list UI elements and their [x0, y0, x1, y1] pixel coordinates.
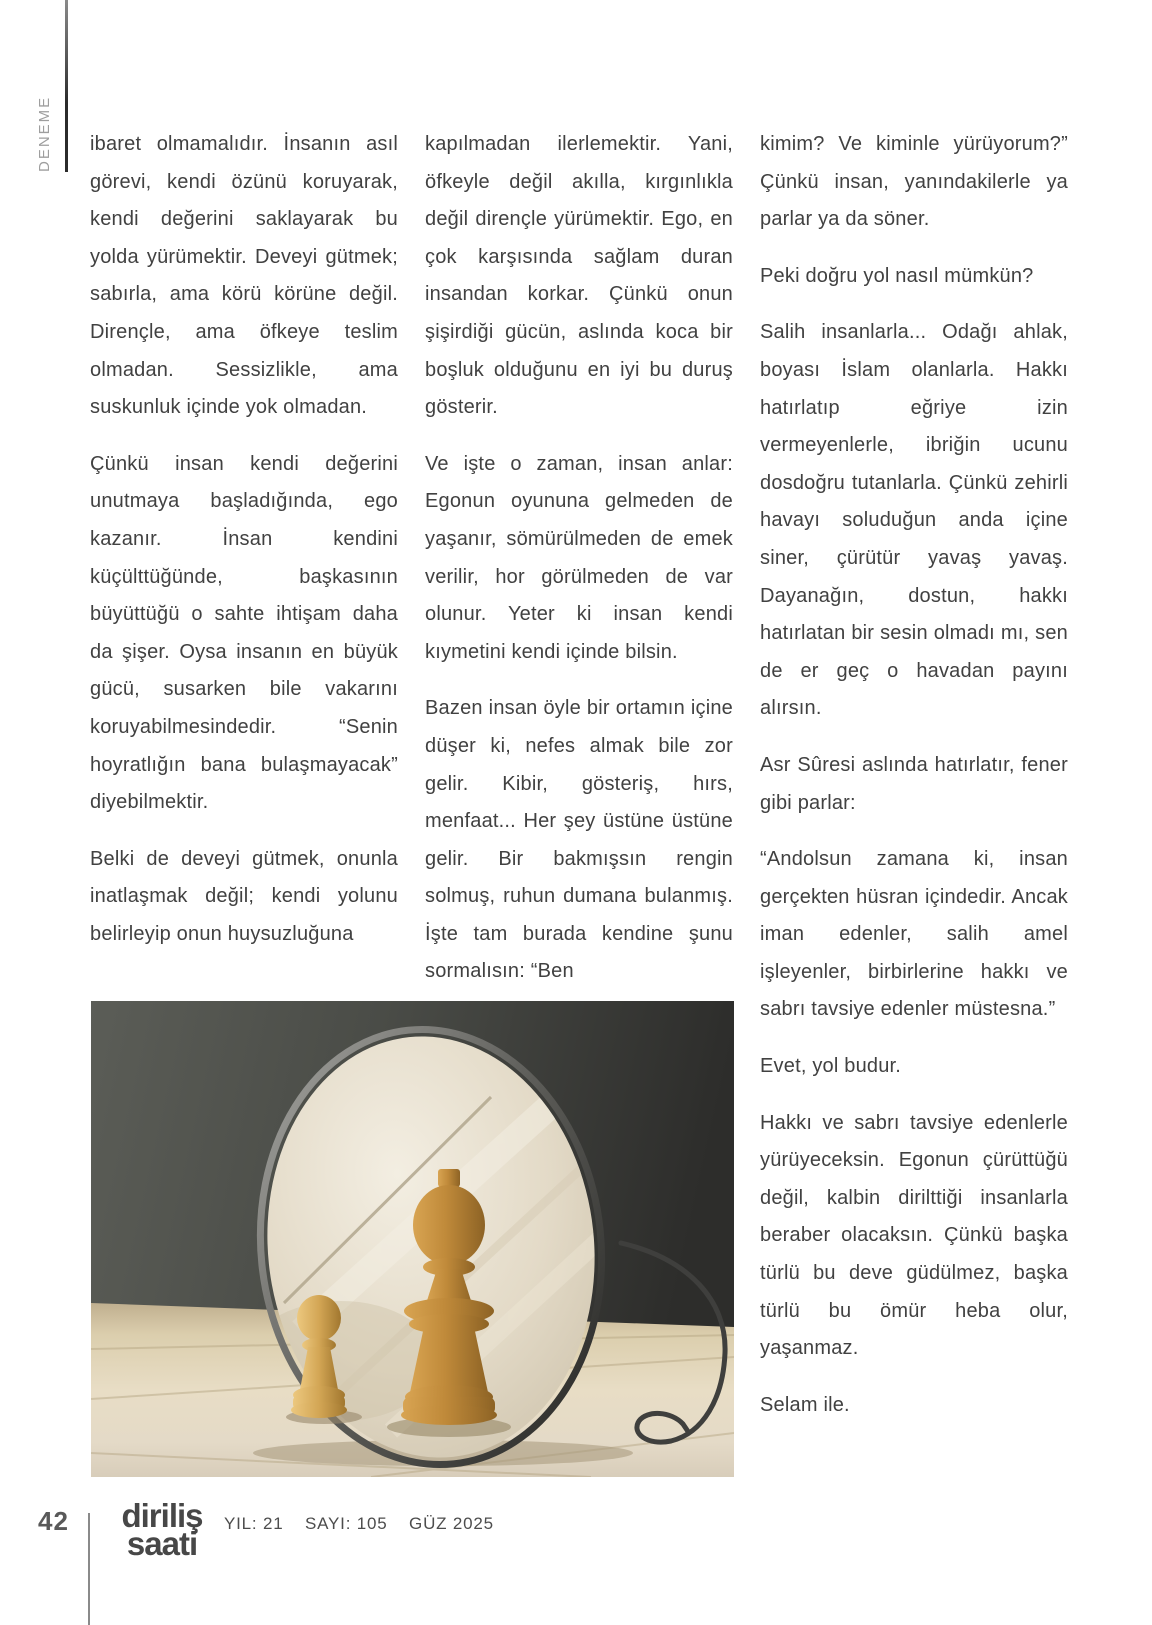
paragraph: kapılmadan ilerlemektir. Yani, öfkeyle değil akılla, kırgınlıkla değil dirençle yürümektir. Ego, en çok karşısında sağlam duran insandan korkar. Çünkü onun şişirdiği gücün, aslında koca bir boşluk olduğunu en iyi bu duruş gösterir. [425, 133, 733, 419]
magazine-logo-line1: diriliş [121, 1497, 203, 1534]
section-rule [65, 0, 68, 172]
page-number: 42 [38, 1506, 69, 1536]
article-column-2 [425, 126, 733, 1010]
section-label: DENEME [36, 95, 53, 172]
magazine-logo-line2: saati [126, 1525, 198, 1562]
paragraph: Selam ile. [760, 1393, 850, 1416]
article-column-3 [760, 126, 1068, 1443]
paragraph: Salih insanlarla... Odağı ahlak, boyası İslam olanlarla. Hakkı hatırlatıp eğriye izin vermeyenlerle, ibriğin ucunu dosdoğru tutanlarla. Çünkü zehirli havayı soluduğun anda içine siner, çürütür yavaş yavaş. Dayanağın, dostun, hakkı hatırlatan bir sesin olmadı mı, sen de er geç o havadan payını alırsın. [760, 321, 1068, 720]
paragraph: Ve işte o zaman, insan anlar: Egonun oyununa gelmeden de yaşanır, sömürülmeden de emek verilir, hor görülmeden de var olunur. Yeter ki insan kendi kıymetini kendi içinde bilsin. [425, 452, 733, 663]
mirror-chess-photo [91, 1001, 734, 1477]
paragraph: Çünkü insan kendi değerini unutmaya başladığında, ego kazanır. İnsan kendini küçülttüğünde, başkasının büyüttüğü o sahte ihtişam daha da şişer. Oysa insanın en büyük gücü, susarken bile vakarını koruyabilmesindedir. “Senin hoyratlığın bana bulaşmayacak” diyebilmektir. [90, 452, 398, 814]
paragraph: kimim? Ve kiminle yürüyorum?” Çünkü insan, yanındakilerle ya parlar ya da söner. [760, 133, 1068, 231]
paragraph: Belki de deveyi gütmek, onunla inatlaşmak değil; kendi yolunu belirleyip onun huysuzluğuna [90, 847, 398, 945]
paragraph: “Andolsun zamana ki, insan gerçekten hüsran içindedir. Ancak iman edenler, salih amel işleyenler, birbirlerine hakkı ve sabrı tavsiye edenler müstesna.” [760, 848, 1068, 1021]
footer-meta [224, 1514, 510, 1534]
footer-issue: SAYI: 105 [305, 1514, 388, 1533]
footer-season: GÜZ 2025 [409, 1514, 494, 1533]
paragraph: Asr Sûresi aslında hatırlatır, fener gibi parlar: [760, 753, 1068, 814]
paragraph: Hakkı ve sabrı tavsiye edenlerle yürüyeceksin. Egonun çürüttüğü değil, kalbin dirilttiği insanlarla beraber olacaksın. Çünkü başka türlü bu deve güdülmez, başka türlü bu ömür heba olur, yaşanmaz. [760, 1111, 1068, 1360]
paragraph: ibaret olmamalıdır. İnsanın asıl görevi, kendi özünü koruyarak, kendi değerini saklayarak bu yolda yürümektir. Deveyi gütmek; sabırla, ama körü körüne değil. Dirençle, ama öfkeye teslim olmadan. Sessizlikle, ama suskunluk içinde yok olmadan. [90, 133, 398, 419]
paragraph: Evet, yol budur. [760, 1055, 902, 1078]
paragraph: Peki doğru yol nasıl mümkün? [760, 264, 1034, 287]
magazine-logo [112, 1497, 212, 1562]
article-column-1 [90, 126, 398, 972]
footer-divider [88, 1513, 90, 1625]
paragraph: Bazen insan öyle bir ortamın içine düşer ki, nefes almak bile zor gelir. Kibir, gösteriş, hırs, menfaat... Her şey üstüne üstüne gelir. Bir bakmışsın rengin solmuş, ruhun dumana bulanmış. İşte tam burada kendine şunu sormalısın: “Ben [425, 697, 733, 983]
footer-year: YIL: 21 [224, 1514, 284, 1533]
